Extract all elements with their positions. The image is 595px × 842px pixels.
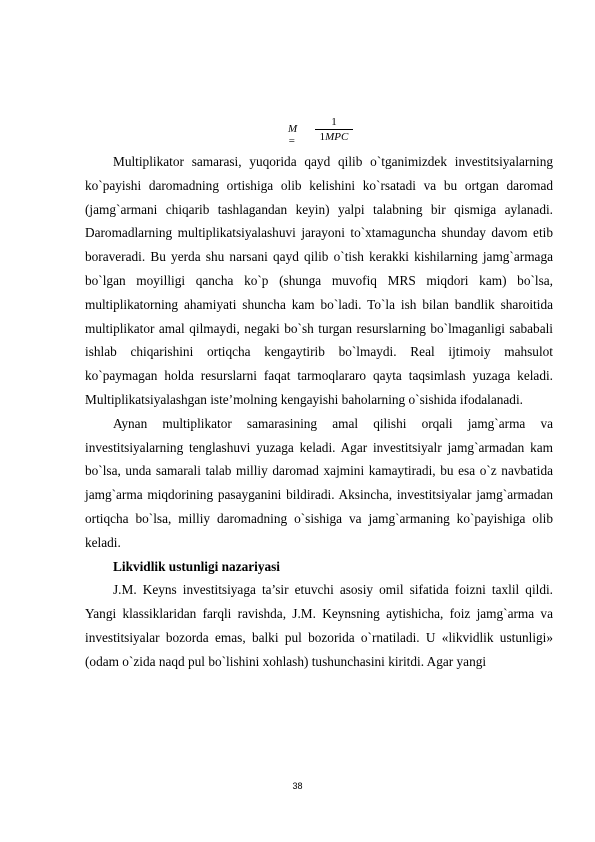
paragraph-savings-investment: Aynan multiplikator samarasining amal qilishi orqali jamg`arma va investitsiyalarning tenglashuvi yuzaga keladi. Agar investitsiyalr jamg`armadan kam bo`lsa, unda samarali talab milliy daromad xajmini kamaytiradi, bu esa o`z navbatida jamg`arma miqdorining pasayganini bildiradi. Aksincha, investitsiyalar jamg`armadan ortiqcha bo`lsa, milliy daromadning o`sishiga va jamg`armaning ko`payishiga olib keladi.: [85, 415, 553, 550]
formula-denominator-text: MPC: [325, 131, 349, 143]
formula-lhs-symbol: M: [288, 123, 298, 135]
page-number: 38: [292, 781, 303, 791]
formula-numerator: 1: [331, 116, 337, 128]
section-heading: Likvidlik ustunligi nazariyasi: [113, 558, 281, 574]
formula-denominator: [315, 131, 353, 143]
formula-denominator-digit: 1: [319, 131, 326, 143]
formula-lhs: [288, 123, 297, 147]
paragraph-multiplier-effect: Multiplikator samarasi, yuqorida qayd qilib o`tganimizdek investitsiyalarning ko`payishi daromadning ortishiga olib kelishini ko`rsatadi va bu ortgan daromad (jamg`armani chiqarib tashlagandan keyin) yalpi talabning bir qismiga aylanadi. Daromadlarning multiplikatsiyalashuvi jarayoni to`xtamaguncha shunday davom etib boraveradi. Bu yerda shu narsani qayd qilib o`tish kerakki kishilarning jamg`armaga bo`lgan moyilligi qancha ko`p (shunga muvofiq MRS miqdori kam) bo`lsa, multiplikatorning ahamiyati shuncha kam bo`ladi. To`la ish bilan bandlik sharoitida multiplikator amal qilmaydi, negaki bo`sh turgan resurslarning bo`lmaganligi sababali ishlab chiqarishini ortiqcha kengaytirib bo`lmaydi. Real ijtimoiy mahsulot ko`paymagan holda resurslarni faqat tarmoqlararo qayta taqsimlash yuzaga keladi. Multiplikatsiyalashgan iste’molning kengayishi baholarning o`sishida ifodalanadi.: [85, 154, 553, 407]
formula-fraction: [315, 116, 353, 143]
fraction-bar: [315, 129, 353, 130]
formula-equals: =: [288, 135, 296, 147]
document-body: [85, 150, 553, 674]
paragraph-keynes-interest: J.M. Keyns investitsiyaga ta’sir etuvchi asosiy omil sifatida foizni taxlil qildi. Yangi klassiklaridan farqli ravishda, J.M. Keynsning aytishicha, foiz jamg`arma va investitsiyalar bozorda emas, balki pul bozorida o`rnatiladi. U «likvidlik ustunligi» (odam o`zida naqd pul bo`lishini xohlash) tushunchasini kiritdi. Agar yangi: [85, 582, 553, 669]
